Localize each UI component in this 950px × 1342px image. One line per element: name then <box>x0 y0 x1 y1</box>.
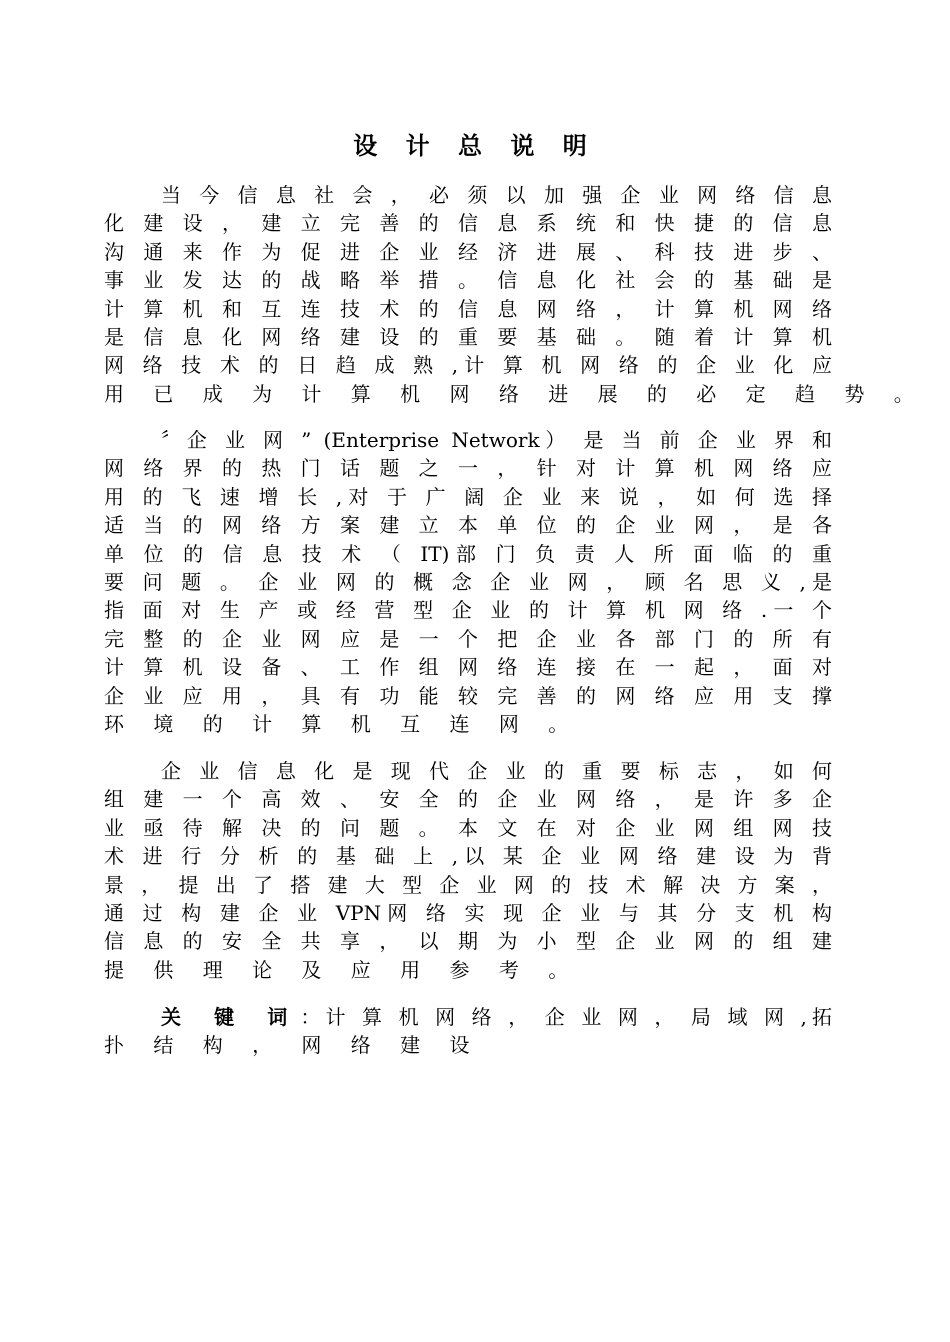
paragraph-line: 企 业 应 用 ， 具 有 功 能 较 完 善 的 网 络 应 用 支 撑 <box>104 683 832 708</box>
paragraph-line: 当 今 信 息 社 会 ， 必 须 以 加 强 企 业 网 络 信 息 <box>161 183 832 207</box>
paragraph-line: 计 算 机 和 互 连 技 术 的 信 息 网 络 ， 计 算 机 网 络 <box>104 296 832 321</box>
keywords-section <box>104 1003 832 1060</box>
page-title: 设 计 总 说 明 <box>353 132 597 160</box>
paragraph-line: 用 的 飞 速 增 长 ,对 于 广 阔 企 业 来 说 ， 如 何 选 择 <box>104 484 832 509</box>
paragraph-line: 术 进 行 分 析 的 基 础 上 ,以 某 企 业 网 络 建 设 为 背 <box>104 844 832 869</box>
paragraph-2 <box>104 426 832 738</box>
paragraph-line: 提 供 理 论 及 应 用 参 考 。 <box>104 957 580 982</box>
paragraph-line: 企 业 信 息 化 是 现 代 企 业 的 重 要 标 志 ， 如 何 <box>161 759 832 783</box>
keywords-text: 计 算 机 网 络 ， 企 业 网 ， 局 域 网 ,拓 <box>325 1005 832 1029</box>
paragraph-line: 信 息 的 安 全 共 享 ， 以 期 为 小 型 企 业 网 的 组 建 <box>104 929 832 954</box>
keywords-line <box>104 1003 832 1031</box>
keywords-separator: ： <box>300 1005 326 1029</box>
paragraph-line: 要 问 题 。 企 业 网 的 概 念 企 业 网 ， 顾 名 思 义 ,是 <box>104 569 832 594</box>
paragraph-line: 景 ， 提 出 了 搭 建 大 型 企 业 网 的 技 术 解 决 方 案 ， <box>104 872 832 897</box>
paragraph-line: 事 业 发 达 的 战 略 举 措 。 信 息 化 社 会 的 基 础 是 <box>104 268 832 293</box>
paragraph-line: 组 建 一 个 高 效 、 安 全 的 企 业 网 络 ， 是 许 多 企 <box>104 787 832 812</box>
paragraph-line: 单 位 的 信 息 技 术 （ IT)部 门 负 责 人 所 面 临 的 重 <box>104 541 832 566</box>
paragraph-line: 适 当 的 网 络 方 案 建 立 本 单 位 的 企 业 网 ， 是 各 <box>104 513 832 538</box>
keywords-line: 扑 结 构 ， 网 络 建 设 <box>104 1033 482 1058</box>
paragraph-line: 指 面 对 生 产 或 经 营 型 企 业 的 计 算 机 网 络 .一 个 <box>104 598 832 623</box>
paragraph-line: 沟 通 来 作 为 促 进 企 业 经 济 进 展 、 科 技 进 步 、 <box>104 239 832 264</box>
paragraph-line: 网 络 界 的 热 门 话 题 之 一 ， 针 对 计 算 机 网 络 应 <box>104 456 832 481</box>
paragraph-line: 通 过 构 建 企 业 VPN网 络 实 现 企 业 与 其 分 支 机 构 <box>104 900 832 925</box>
paragraph-line: 环 境 的 计 算 机 互 连 网 。 <box>104 711 580 736</box>
paragraph-3 <box>104 757 832 984</box>
paragraph-line: 网 络 技 术 的 日 趋 成 熟 ,计 算 机 网 络 的 企 业 化 应 <box>104 353 832 378</box>
paragraph-line: 化 建 设 ， 建 立 完 善 的 信 息 系 统 和 快 捷 的 信 息 <box>104 211 832 236</box>
paragraph-line: 完 整 的 企 业 网 应 是 一 个 把 企 业 各 部 门 的 所 有 <box>104 626 832 651</box>
paragraph-line: 〞企 业 网 ” (Enterprise Network） 是 当 前 企 业 界 和 <box>161 428 832 452</box>
paragraph-line: 计 算 机 设 备 、 工 作 组 网 络 连 接 在 一 起 ， 面 对 <box>104 655 832 680</box>
keywords-label: 关 键 词 <box>161 1005 301 1029</box>
paragraph-line: 是 信 息 化 网 络 建 设 的 重 要 基 础 。 随 着 计 算 机 <box>104 324 832 349</box>
paragraph-line: 业 亟 待 解 决 的 问 题 。 本 文 在 对 企 业 网 组 网 技 <box>104 815 832 840</box>
paragraph-1 <box>104 181 926 408</box>
paragraph-line: 用 已 成 为 计 算 机 网 络 进 展 的 必 定 趋 势 。 <box>104 381 926 406</box>
